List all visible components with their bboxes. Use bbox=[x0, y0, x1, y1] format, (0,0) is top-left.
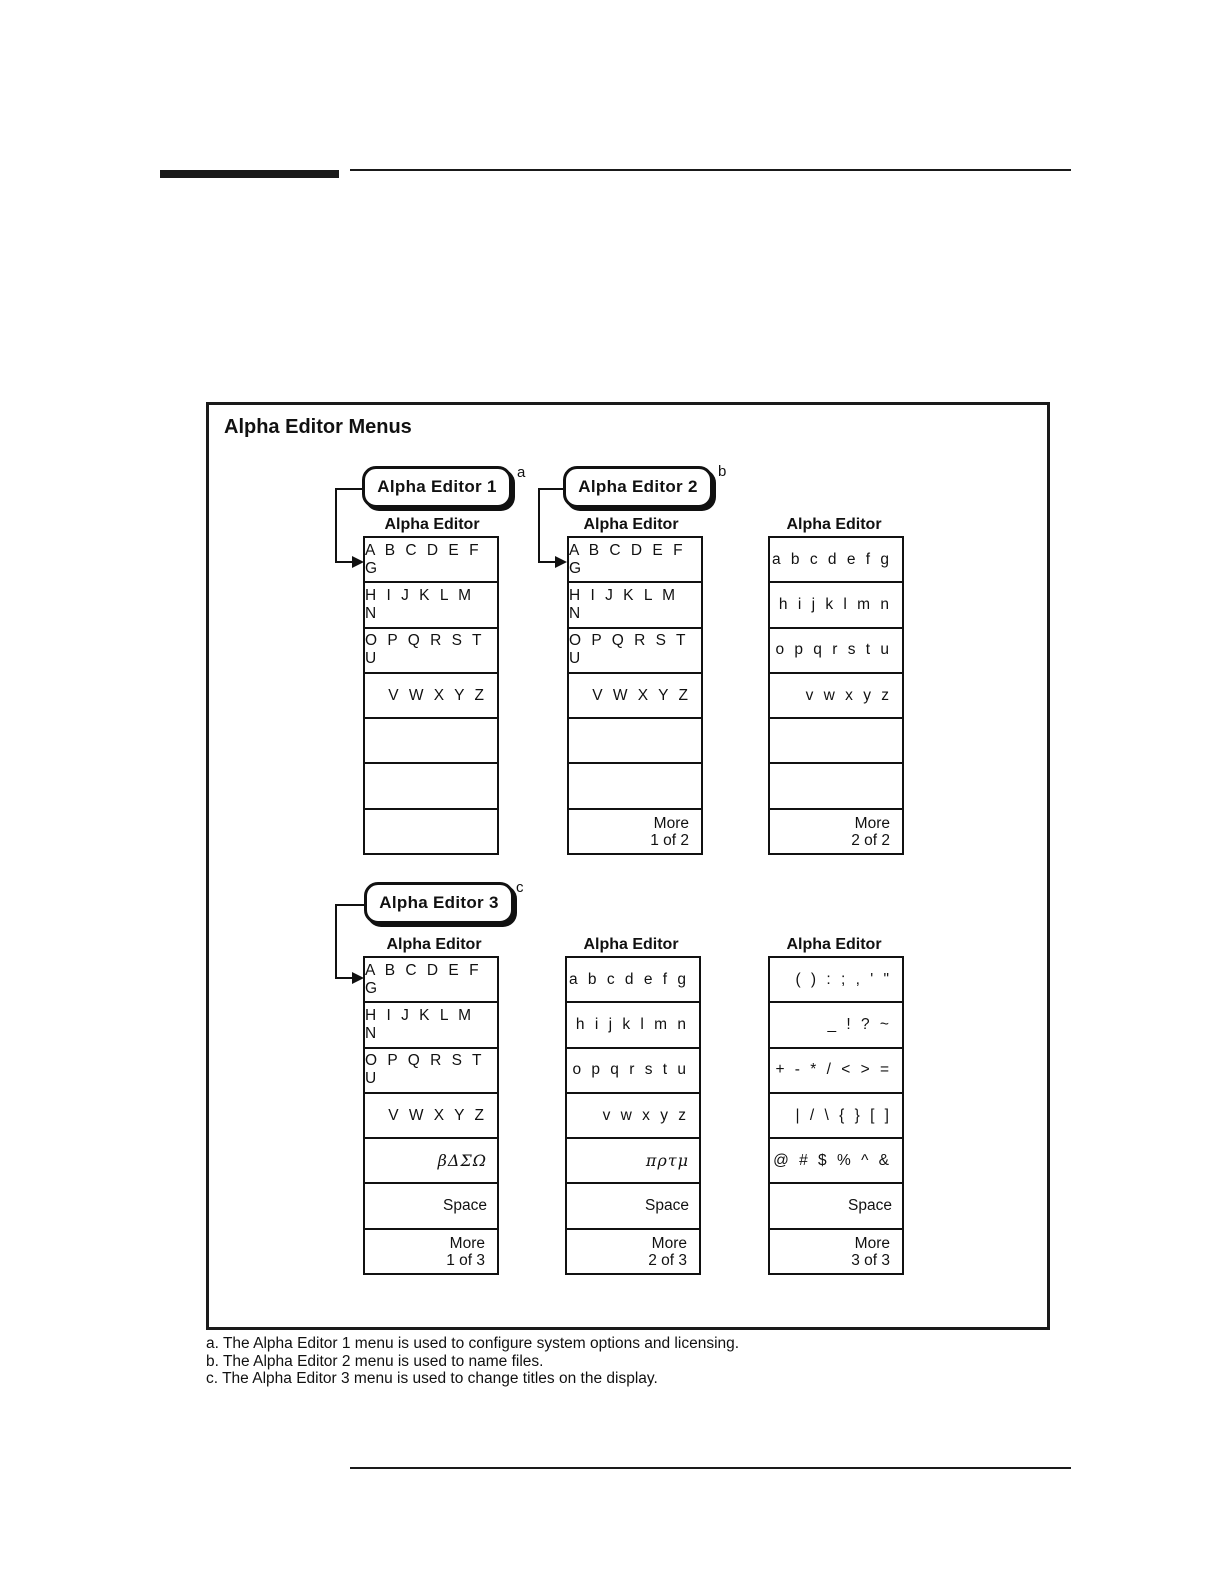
softkey[interactable]: V W X Y Z bbox=[365, 1094, 497, 1139]
softkey-blank[interactable] bbox=[365, 810, 497, 855]
alpha-editor-menu-2 bbox=[567, 536, 703, 855]
softkey[interactable]: H I J K L M N bbox=[365, 583, 497, 628]
softkey[interactable]: + - * / < > = bbox=[770, 1049, 902, 1094]
footnote-marker-c: c bbox=[516, 879, 524, 896]
softkey[interactable]: O P Q R S T U bbox=[365, 1049, 497, 1094]
softkey-blank[interactable] bbox=[569, 764, 701, 809]
softkey[interactable]: o p q r s t u bbox=[567, 1049, 699, 1094]
menu-header: Alpha Editor bbox=[583, 936, 679, 953]
softkey[interactable]: v w x y z bbox=[567, 1094, 699, 1139]
more-page: 3 of 3 bbox=[851, 1252, 890, 1270]
softkey[interactable]: v w x y z bbox=[770, 674, 902, 719]
softkey[interactable]: V W X Y Z bbox=[365, 674, 497, 719]
menu-header: Alpha Editor bbox=[386, 936, 482, 953]
space-softkey[interactable]: Space bbox=[365, 1184, 497, 1229]
softkey-blank[interactable] bbox=[770, 764, 902, 809]
alpha-editor-2-key[interactable]: Alpha Editor 2 bbox=[563, 466, 713, 508]
footnote-b: b. The Alpha Editor 2 menu is used to name files. bbox=[206, 1352, 544, 1370]
menu-header: Alpha Editor bbox=[583, 516, 679, 533]
softkey[interactable]: H I J K L M N bbox=[365, 1003, 497, 1048]
softkey[interactable]: O P Q R S T U bbox=[569, 629, 701, 674]
alpha-editor-menu-3-page-3 bbox=[768, 956, 904, 1275]
more-page: 1 of 3 bbox=[446, 1252, 485, 1270]
footer-rule bbox=[350, 1467, 1071, 1469]
softkey[interactable]: V W X Y Z bbox=[569, 674, 701, 719]
space-softkey[interactable]: Space bbox=[770, 1184, 902, 1229]
more-softkey[interactable] bbox=[770, 810, 902, 855]
arrowhead-2 bbox=[555, 556, 567, 568]
more-label: More bbox=[854, 1235, 890, 1253]
softkey[interactable]: _ ! ? ~ bbox=[770, 1003, 902, 1048]
greek-softkey[interactable]: πρτμ bbox=[567, 1139, 699, 1184]
more-page: 1 of 2 bbox=[650, 832, 689, 850]
softkey[interactable]: @ # $ % ^ & bbox=[770, 1139, 902, 1184]
softkey[interactable]: A B C D E F G bbox=[365, 538, 497, 583]
more-label: More bbox=[653, 815, 689, 833]
softkey-blank[interactable] bbox=[770, 719, 902, 764]
menu-header: Alpha Editor bbox=[786, 516, 882, 533]
greek-softkey[interactable]: βΔΣΩ bbox=[365, 1139, 497, 1184]
footnotes bbox=[206, 1335, 739, 1388]
figure-title: Alpha Editor Menus bbox=[224, 416, 412, 438]
softkey[interactable]: O P Q R S T U bbox=[365, 629, 497, 674]
softkey[interactable]: h i j k l m n bbox=[567, 1003, 699, 1048]
softkey[interactable]: H I J K L M N bbox=[569, 583, 701, 628]
more-label: More bbox=[854, 815, 890, 833]
alpha-editor-3-key[interactable]: Alpha Editor 3 bbox=[364, 882, 514, 924]
softkey[interactable]: | / \ { } [ ] bbox=[770, 1094, 902, 1139]
softkey-blank[interactable] bbox=[365, 719, 497, 764]
softkey[interactable]: A B C D E F G bbox=[365, 958, 497, 1003]
softkey-blank[interactable] bbox=[365, 764, 497, 809]
more-label: More bbox=[651, 1235, 687, 1253]
softkey-blank[interactable] bbox=[569, 719, 701, 764]
menu-header: Alpha Editor bbox=[786, 936, 882, 953]
alpha-editor-menu-3-page-1 bbox=[363, 956, 499, 1275]
space-softkey[interactable]: Space bbox=[567, 1184, 699, 1229]
more-page: 2 of 3 bbox=[648, 1252, 687, 1270]
footnote-marker-b: b bbox=[718, 463, 727, 480]
softkey[interactable]: ( ) : ; , ' " bbox=[770, 958, 902, 1003]
more-label: More bbox=[449, 1235, 485, 1253]
alpha-editor-1-key[interactable]: Alpha Editor 1 bbox=[362, 466, 512, 508]
softkey[interactable]: h i j k l m n bbox=[770, 583, 902, 628]
softkey[interactable]: o p q r s t u bbox=[770, 629, 902, 674]
softkey[interactable]: a b c d e f g bbox=[567, 958, 699, 1003]
softkey[interactable]: a b c d e f g bbox=[770, 538, 902, 583]
softkey[interactable]: A B C D E F G bbox=[569, 538, 701, 583]
alpha-editor-menu-2-lower bbox=[768, 536, 904, 855]
more-softkey[interactable] bbox=[770, 1230, 902, 1275]
alpha-editor-menu-3-page-2 bbox=[565, 956, 701, 1275]
connector-1 bbox=[336, 489, 364, 562]
more-softkey[interactable] bbox=[365, 1230, 497, 1275]
footnote-c: c. The Alpha Editor 3 menu is used to change titles on the display. bbox=[206, 1370, 658, 1387]
footnote-marker-a: a bbox=[517, 464, 526, 481]
more-page: 2 of 2 bbox=[851, 832, 890, 850]
alpha-editor-menu-1 bbox=[363, 536, 499, 855]
more-softkey[interactable] bbox=[569, 810, 701, 855]
more-softkey[interactable] bbox=[567, 1230, 699, 1275]
connector-3 bbox=[336, 905, 366, 978]
footnote-a: a. The Alpha Editor 1 menu is used to configure system options and licensing. bbox=[206, 1335, 740, 1352]
menu-header: Alpha Editor bbox=[384, 516, 480, 533]
